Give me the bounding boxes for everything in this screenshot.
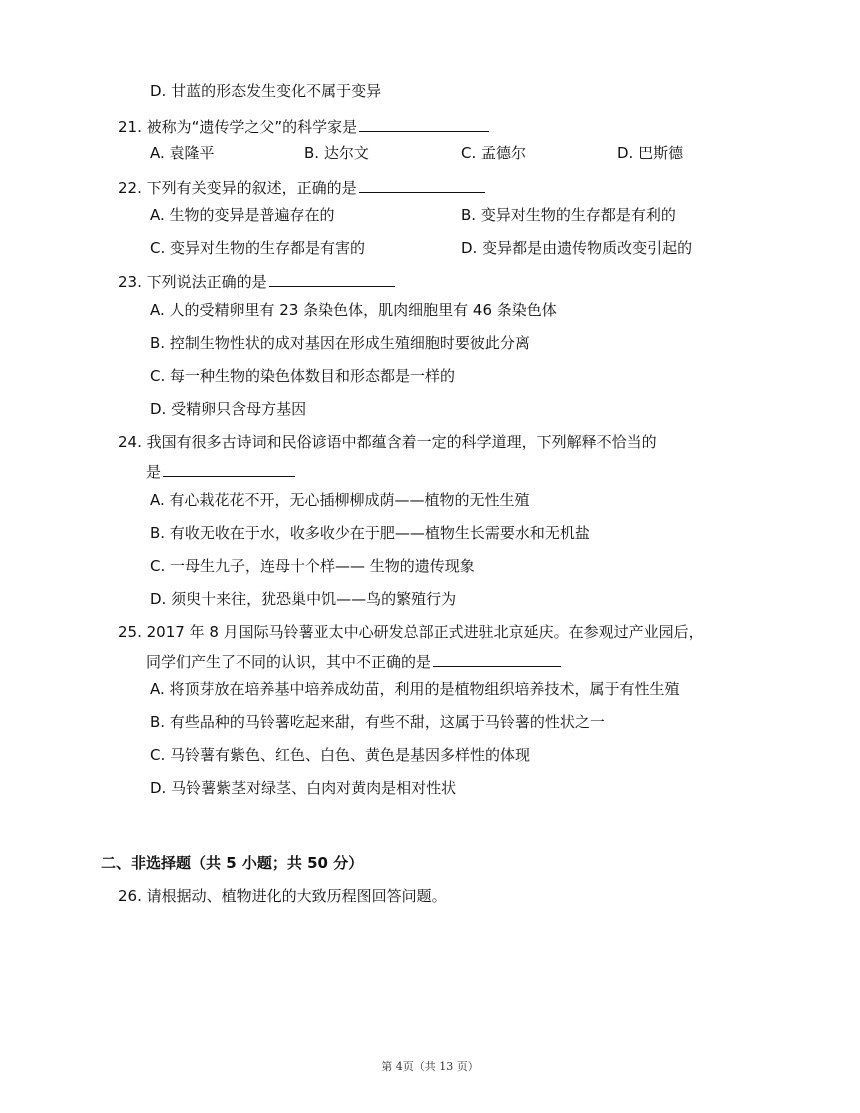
- option-23a: A. 人的受精卵里有 23 条染色体，肌肉细胞里有 46 条染色体: [150, 301, 557, 319]
- option-25c: C. 马铃薯有紫色、红色、白色、黄色是基因多样性的体现: [150, 746, 531, 764]
- question-23-text: 23. 下列说法正确的是: [118, 273, 267, 291]
- question-22-text: 22. 下列有关变异的叙述，正确的是: [118, 179, 357, 197]
- section-heading: 二、非选择题（共 5 小题；共 50 分）: [101, 854, 364, 872]
- answer-blank-21: [359, 116, 489, 132]
- option-22d: D. 变异都是由遗传物质改变引起的: [461, 239, 693, 257]
- option-25b: B. 有些品种的马铃薯吃起来甜，有些不甜，这属于马铃薯的性状之一: [150, 713, 605, 731]
- option-22c: C. 变异对生物的生存都是有害的: [150, 239, 366, 257]
- option-25d: D. 马铃薯紫茎对绿茎、白肉对黄肉是相对性状: [150, 779, 457, 797]
- answer-blank-22: [359, 177, 485, 193]
- answer-blank-25: [433, 651, 561, 667]
- question-22: [118, 177, 485, 197]
- answer-blank-24: [163, 461, 295, 477]
- question-25-continued: [146, 651, 561, 671]
- question-26: 26. 请根据动、植物进化的大致历程图回答问题。: [118, 887, 447, 905]
- question-21-text: 21. 被称为“遗传学之父”的科学家是: [118, 118, 358, 136]
- option-20d: D. 甘蓝的形态发生变化不属于变异: [150, 82, 382, 100]
- option-23c: C. 每一种生物的染色体数目和形态都是一样的: [150, 367, 456, 385]
- question-25: 25. 2017 年 8 月国际马铃薯亚太中心研发总部正式进驻北京延庆。在参观过产业园后，: [118, 623, 704, 641]
- option-21a: A. 袁隆平: [150, 144, 215, 162]
- option-21c: C. 孟德尔: [461, 144, 527, 162]
- question-24-continued: [146, 461, 295, 481]
- option-23d: D. 受精卵只含母方基因: [150, 400, 307, 418]
- option-22b: B. 变异对生物的生存都是有利的: [461, 206, 676, 224]
- option-23b: B. 控制生物性状的成对基因在形成生殖细胞时要彼此分离: [150, 334, 530, 352]
- question-24-continued-text: 是: [146, 463, 162, 481]
- question-21: [118, 116, 489, 136]
- option-21d: D. 巴斯德: [617, 144, 684, 162]
- question-23: [118, 271, 395, 291]
- option-24c: C. 一母生九子，连母十个样—— 生物的遗传现象: [150, 557, 475, 575]
- option-24d: D. 须臾十来往，犹恐巢中饥——鸟的繁殖行为: [150, 590, 457, 608]
- option-24b: B. 有收无收在于水，收多收少在于肥——植物生长需要水和无机盐: [150, 524, 590, 542]
- answer-blank-23: [269, 271, 395, 287]
- option-24a: A. 有心栽花花不开，无心插柳柳成荫——植物的无性生殖: [150, 491, 530, 509]
- option-21b: B. 达尔文: [304, 144, 369, 162]
- option-22a: A. 生物的变异是普遍存在的: [150, 206, 335, 224]
- question-25-continued-text: 同学们产生了不同的认识，其中不正确的是: [146, 653, 432, 671]
- option-25a: A. 将顶芽放在培养基中培养成幼苗，利用的是植物组织培养技术，属于有性生殖: [150, 680, 680, 698]
- page-footer: 第 4页（共 13 页）: [381, 1060, 479, 1073]
- question-24: 24. 我国有很多古诗词和民俗谚语中都蕴含着一定的科学道理，下列解释不恰当的: [118, 433, 657, 451]
